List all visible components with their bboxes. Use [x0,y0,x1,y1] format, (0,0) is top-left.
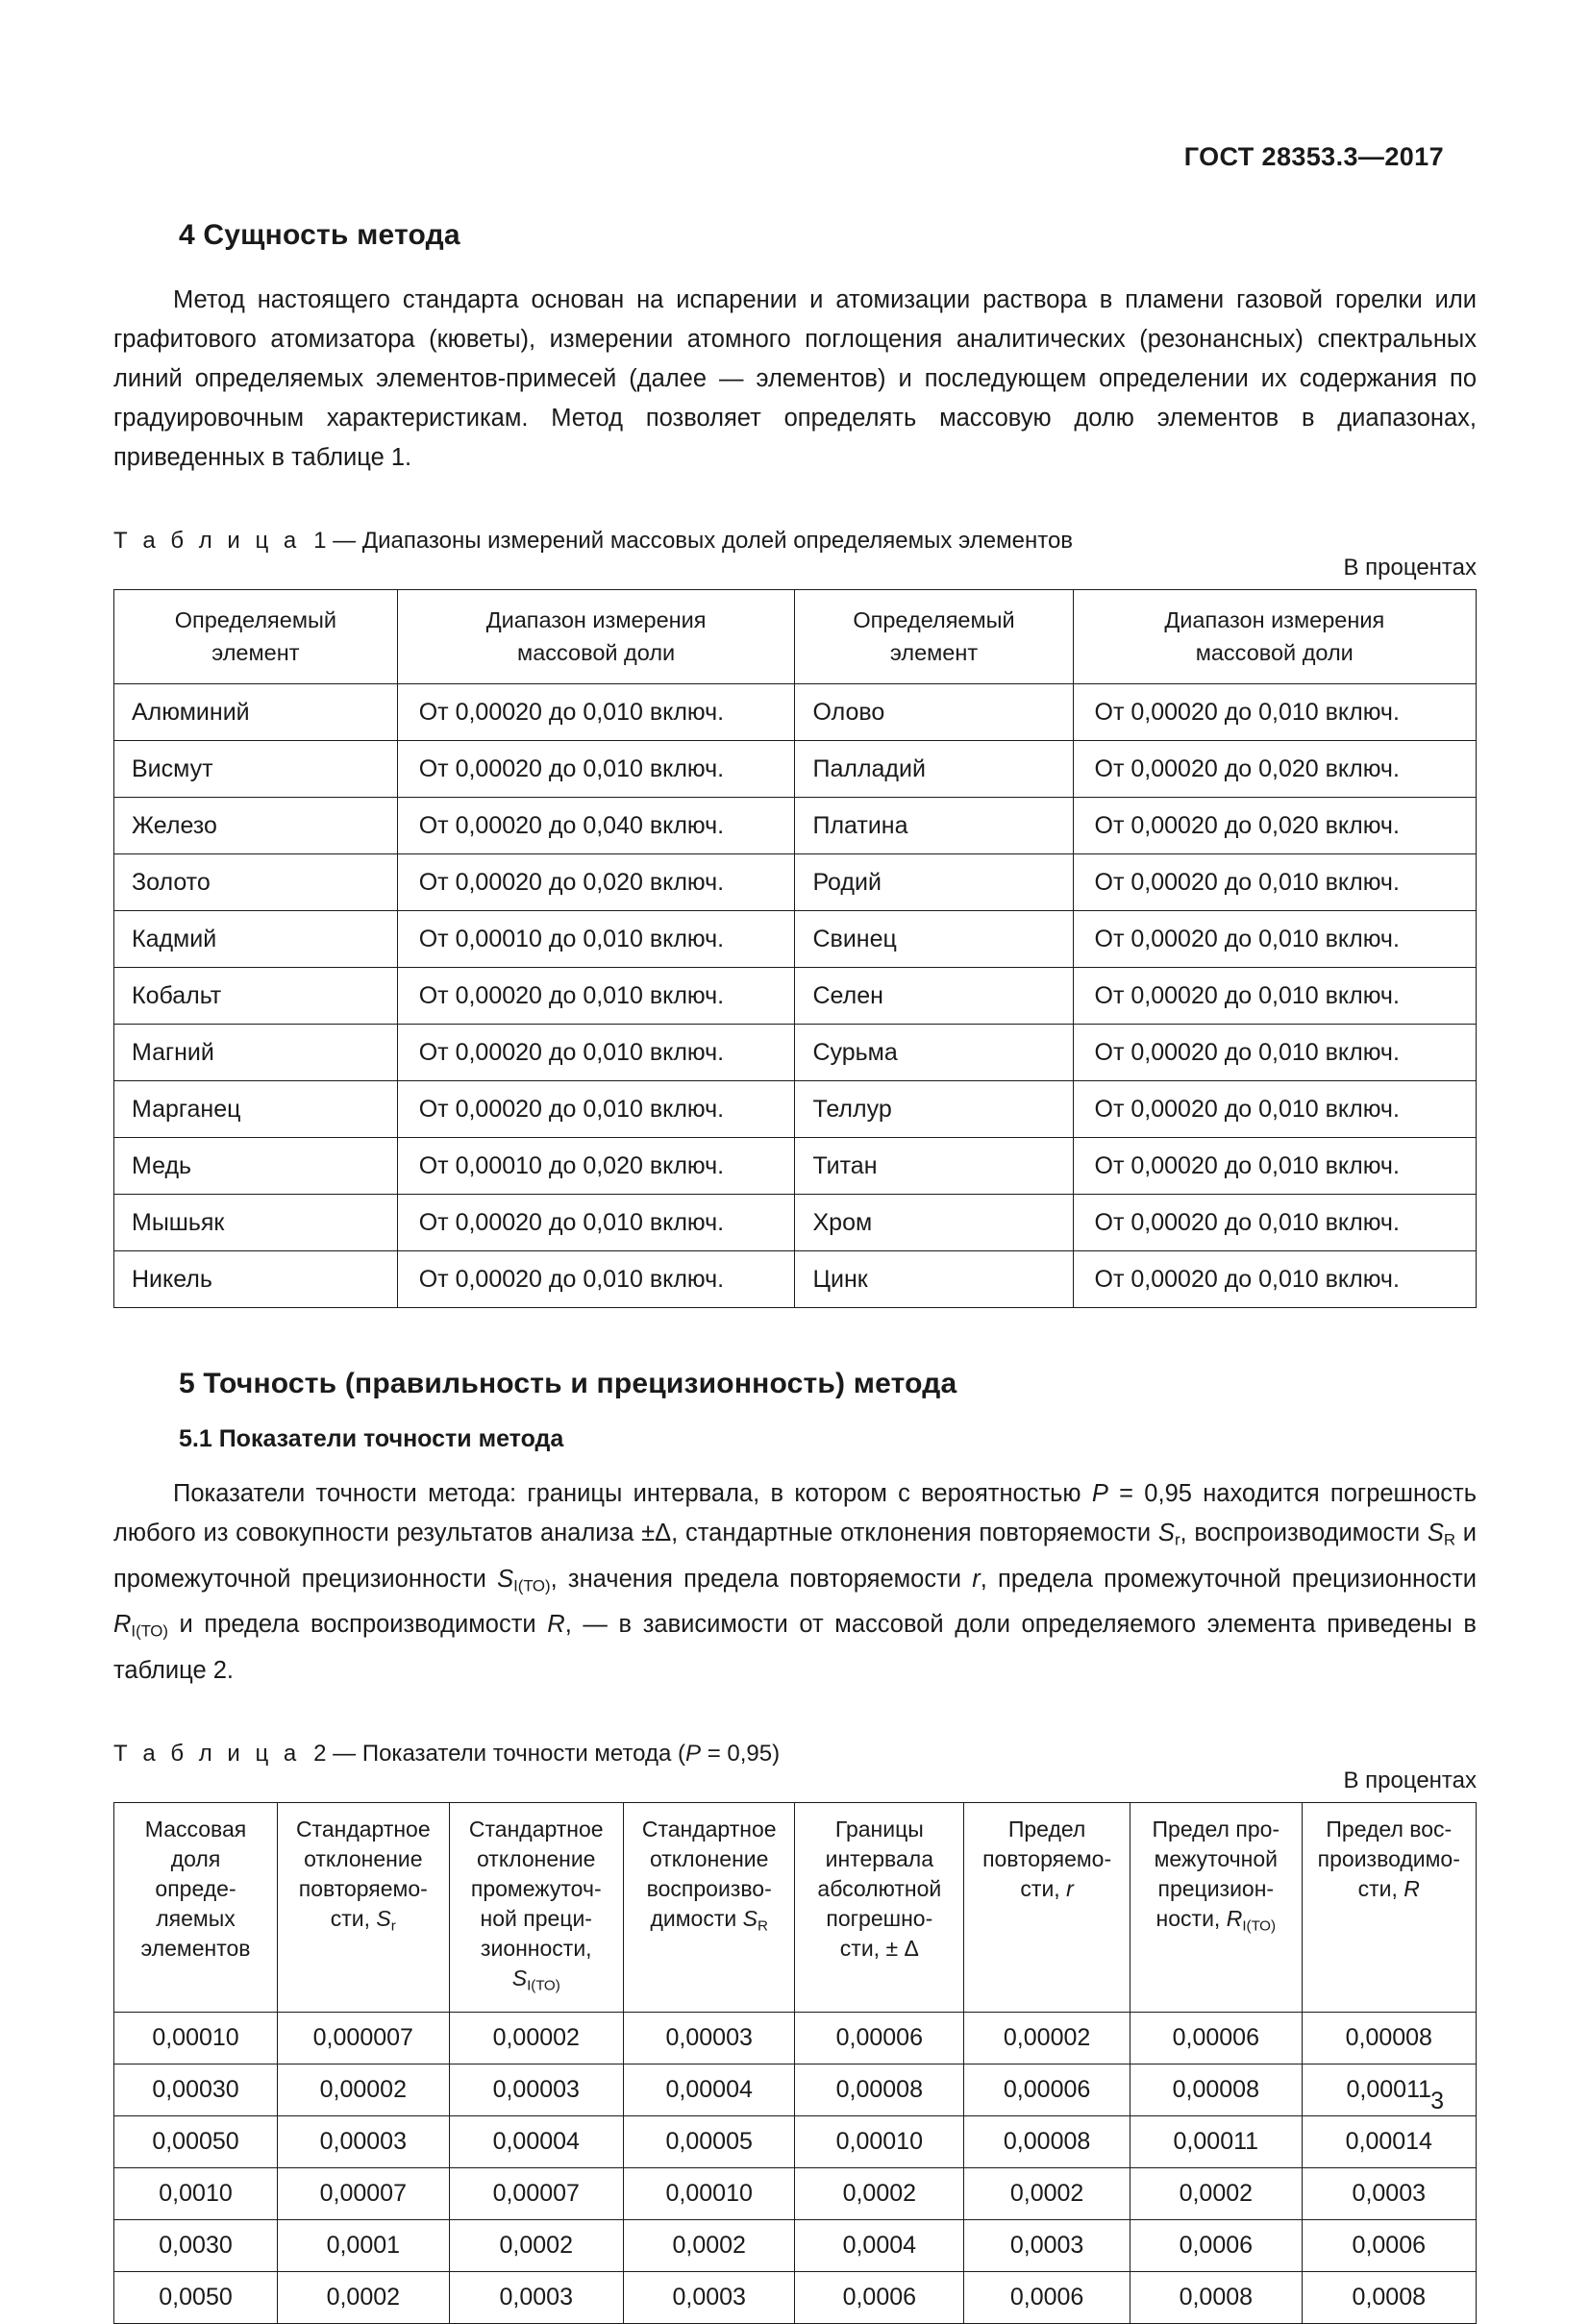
header-line-1: Определяемый [174,607,337,632]
cell-range-right: От 0,00020 до 0,010 включ. [1073,1081,1476,1138]
table-row [114,854,1477,911]
cell: 0,0006 [964,2272,1130,2324]
table-2-col-header-intermediate-precision-limit [1130,1803,1303,2013]
cell: 0,0002 [964,2168,1130,2220]
header-symbol: S [511,1966,528,1991]
table-1-body [114,684,1477,1308]
cell: 0,00003 [449,2064,623,2116]
page-header-standard-number: ГОСТ 28353.3—2017 [1183,142,1444,171]
table-2-col-header-sd-repeatability [278,1803,450,2013]
header-line: димости [650,1906,743,1932]
header-symbol-subscript: I(ТО) [527,1977,560,1994]
cell: 0,0003 [623,2272,795,2324]
cell-range-left: От 0,00020 до 0,010 включ. [397,684,795,741]
header-line: Границы [834,1817,924,1842]
cell: 0,00010 [795,2116,964,2168]
cell-range-left: От 0,00010 до 0,010 включ. [397,911,795,968]
table-1-caption [113,528,1477,555]
cell-range-left: От 0,00020 до 0,010 включ. [397,1081,795,1138]
table-1-measurement-ranges [113,589,1477,1308]
table-2-caption-dash: — [333,1741,357,1768]
table-2-col-header-absolute-error-limits [795,1803,964,2013]
cell-range-right: От 0,00020 до 0,010 включ. [1073,854,1476,911]
table-row [114,1081,1477,1138]
cell: 0,0003 [1302,2168,1476,2220]
header-line: производимо- [1317,1846,1460,1872]
header-line: Массовая [144,1817,247,1842]
table-1-header-row [114,590,1477,684]
cell: 0,00008 [964,2116,1130,2168]
cell: 0,00050 [114,2116,278,2168]
cell-element-right: Олово [795,684,1073,741]
symbol-bigR: R [547,1611,565,1639]
cell-element-right: Сурьма [795,1025,1073,1081]
header-symbol: S [376,1906,391,1932]
table-row [114,2272,1477,2324]
cell: 0,00003 [623,2013,795,2064]
table-1-caption-text: Диапазоны измерений массовых долей определяемых элементов [361,528,1074,554]
cell: 0,0050 [114,2272,278,2324]
header-line: погрешно- [826,1906,933,1932]
header-line: абсолютной [817,1876,942,1902]
section-4-heading: 4 Сущность метода [179,219,460,251]
header-line: отклонение [304,1846,423,1872]
cell: 0,0008 [1302,2272,1476,2324]
table-1-col-header-range-left [397,590,795,684]
symbol-probability: P [1091,1480,1108,1507]
header-symbol-subscript: R [757,1917,768,1935]
cell-range-right: От 0,00020 до 0,020 включ. [1073,741,1476,798]
cell: 0,0006 [1130,2220,1303,2272]
cell: 0,00008 [1302,2013,1476,2064]
page-content [113,219,1477,2324]
cell: 0,0010 [114,2168,278,2220]
table-2-col-header-repeatability-limit [964,1803,1130,2013]
cell: 0,00003 [278,2116,450,2168]
header-line: отклонение [477,1846,596,1872]
cell-element-left: Медь [114,1138,398,1195]
cell: 0,0002 [795,2168,964,2220]
symbol-s-ito: S [497,1565,514,1593]
header-symbol: R [1404,1876,1420,1902]
cell-range-left: От 0,00020 до 0,010 включ. [397,1025,795,1081]
header-symbol-subscript: I(ТО) [1242,1917,1277,1935]
cell: 0,0001 [278,2220,450,2272]
header-line-2: элемент [889,640,979,665]
cell-element-left: Магний [114,1025,398,1081]
cell-range-right: От 0,00020 до 0,010 включ. [1073,1195,1476,1251]
cell: 0,00014 [1302,2116,1476,2168]
header-line: Стандартное [641,1817,777,1842]
table-2-caption-probability-symbol: P [685,1741,702,1768]
cell: 0,00006 [1130,2013,1303,2064]
table-row [114,968,1477,1025]
cell: 0,00010 [114,2013,278,2064]
header-line: Предел про- [1152,1817,1280,1842]
header-line: прецизион- [1157,1876,1275,1902]
table-row [114,1195,1477,1251]
cell-range-right: От 0,00020 до 0,010 включ. [1073,1251,1476,1308]
section-5-heading: 5 Точность (правильность и прецизионность) метода [179,1368,957,1399]
table-row [114,798,1477,854]
cell-range-right: От 0,00020 до 0,010 включ. [1073,968,1476,1025]
cell: 0,00007 [278,2168,450,2220]
cell: 0,0006 [1302,2220,1476,2272]
cell-element-left: Кадмий [114,911,398,968]
header-line: Предел вос- [1326,1817,1453,1842]
table-1-units-note: В процентах [1343,555,1477,581]
cell-element-left: Кобальт [114,968,398,1025]
table-2-col-header-sd-intermediate-precision [449,1803,623,2013]
symbol-s-r-subscript: r [1174,1530,1180,1549]
para-fragment: и предела воспроизводимости [167,1611,548,1639]
cell-element-left: Золото [114,854,398,911]
header-line-1: Диапазон измерения [485,607,707,632]
section-5-1-paragraph [113,1474,1477,1691]
table-row [114,2220,1477,2272]
cell: 0,0030 [114,2220,278,2272]
cell: 0,00004 [623,2064,795,2116]
table-1-col-header-range-right [1073,590,1476,684]
table-row [114,741,1477,798]
cell-range-left: От 0,00010 до 0,020 включ. [397,1138,795,1195]
cell-element-right: Цинк [795,1251,1073,1308]
cell: 0,00006 [964,2064,1130,2116]
cell: 0,0002 [1130,2168,1303,2220]
table-2-caption-label: Т а б л и ц а [113,1741,301,1768]
cell-range-right: От 0,00020 до 0,020 включ. [1073,798,1476,854]
header-line-1: Определяемый [853,607,1015,632]
header-line: Стандартное [468,1817,604,1842]
header-line: отклонение [649,1846,769,1872]
table-2-body [114,2013,1477,2324]
section-5-1-heading: 5.1 Показатели точности метода [179,1425,564,1452]
table-1-col-header-element-right [795,590,1073,684]
header-symbol: r [1066,1876,1074,1902]
cell: 0,00011 [1130,2116,1303,2168]
table-1-caption-dash: — [333,528,357,554]
table-1-caption-number: 1 [313,528,327,554]
cell-range-right: От 0,00020 до 0,010 включ. [1073,1025,1476,1081]
cell: 0,0002 [278,2272,450,2324]
cell-element-right: Палладий [795,741,1073,798]
cell-element-right: Хром [795,1195,1073,1251]
header-line: сти, [1020,1876,1067,1902]
page-number: 3 [1430,2088,1444,2114]
cell: 0,0002 [449,2220,623,2272]
header-symbol: S [742,1906,758,1932]
table-row [114,2013,1477,2064]
para-fragment: , значения предела повторяемости [550,1565,973,1593]
table-2-caption-number: 2 [313,1741,327,1768]
symbol-s-r: S [1157,1520,1175,1546]
header-line: зионности, [480,1936,592,1962]
cell-element-right: Родий [795,854,1073,911]
cell: 0,00030 [114,2064,278,2116]
header-line: сти, ± Δ [839,1936,919,1962]
cell-element-right: Селен [795,968,1073,1025]
section-4-paragraph: Метод настоящего стандарта основан на испарении и атомизации раствора в пламени газовой горелки или графитового атомизатора (кюветы), измерении атомного поглощения аналитических (резонансных) спектральных линий определяемых элементов-примесей (далее — элементов) и последующем определении их содержания по градуировочным характеристикам. Метод позволяет определять массовую долю элементов в диапазонах, приведенных в таблице 1. [113,286,1477,471]
header-line: ляемых [156,1906,236,1932]
cell-range-left: От 0,00020 до 0,010 включ. [397,968,795,1025]
cell-element-right: Теллур [795,1081,1073,1138]
cell-range-left: От 0,00020 до 0,010 включ. [397,741,795,798]
cell-range-left: От 0,00020 до 0,010 включ. [397,1195,795,1251]
cell: 0,0003 [964,2220,1130,2272]
table-1-caption-label: Т а б л и ц а [113,528,301,554]
cell: 0,00006 [795,2013,964,2064]
table-row [114,911,1477,968]
table-2-accuracy-indicators [113,1802,1477,2324]
cell: 0,00011 [1302,2064,1476,2116]
cell: 0,0004 [795,2220,964,2272]
header-line-2: массовой доли [1195,640,1354,665]
header-line: ности, [1155,1906,1227,1932]
cell: 0,00004 [449,2116,623,2168]
cell: 0,0006 [795,2272,964,2324]
para-fragment: , — в зависимости от массовой доли определяемого элемента приведены в таблице 2. [113,1611,1477,1685]
table-row [114,1138,1477,1195]
table-2-caption [113,1741,1477,1768]
cell-range-right: От 0,00020 до 0,010 включ. [1073,911,1476,968]
cell-element-left: Никель [114,1251,398,1308]
header-line: опреде- [155,1876,236,1902]
para-fragment: , воспроизводимости [1180,1520,1428,1546]
cell-range-right: От 0,00020 до 0,010 включ. [1073,684,1476,741]
table-2-caption-text-a: Показатели точности метода ( [361,1741,686,1768]
cell: 0,00002 [964,2013,1130,2064]
cell-element-right: Свинец [795,911,1073,968]
para-fragment: = 0,95 находится погрешность любого из совокупности результатов анализа ±Δ, стандартные отклонения повторяемости [113,1480,1477,1546]
cell: 0,000007 [278,2013,450,2064]
cell: 0,00005 [623,2116,795,2168]
header-line-2: массовой доли [517,640,676,665]
para-fragment: и промежуточной прецизионности [113,1520,1477,1593]
header-line: элементов [140,1936,251,1962]
header-line: Стандартное [295,1817,431,1842]
cell-element-left: Мышьяк [114,1195,398,1251]
symbol-bigR-ito-subscript: I(ТО) [131,1622,168,1642]
cell-element-left: Марганец [114,1081,398,1138]
symbol-s-bigR-subscript: R [1443,1530,1455,1549]
cell: 0,00008 [1130,2064,1303,2116]
cell-element-left: Висмут [114,741,398,798]
header-symbol-subscript: r [390,1917,396,1935]
symbol-s-ito-subscript: I(ТО) [513,1576,551,1595]
header-line: ной преци- [480,1906,592,1932]
header-line: воспроизво- [646,1876,772,1902]
cell-element-right: Титан [795,1138,1073,1195]
cell-element-left: Алюминий [114,684,398,741]
header-line-1: Диапазон измерения [1164,607,1385,632]
cell: 0,00007 [449,2168,623,2220]
header-line: промежуточ- [470,1876,602,1902]
cell-range-left: От 0,00020 до 0,010 включ. [397,1251,795,1308]
cell-range-right: От 0,00020 до 0,010 включ. [1073,1138,1476,1195]
table-row [114,1025,1477,1081]
table-1-col-header-element-left [114,590,398,684]
table-2-col-header-mass-fraction [114,1803,278,2013]
table-2-col-header-reproducibility-limit [1302,1803,1476,2013]
header-line: сти, [330,1906,377,1932]
cell: 0,00002 [278,2064,450,2116]
header-line: повторяемо- [298,1876,428,1902]
symbol-s-bigR: S [1427,1520,1444,1546]
cell-range-left: От 0,00020 до 0,020 включ. [397,854,795,911]
header-line: Предел [1007,1817,1086,1842]
header-line-2: элемент [211,640,300,665]
table-2-caption-text-b: = 0,95) [701,1741,781,1768]
header-line: доля [170,1846,221,1872]
cell: 0,00002 [449,2013,623,2064]
cell: 0,0008 [1130,2272,1303,2324]
table-2-units-note: В процентах [1343,1768,1477,1794]
table-2-header-row [114,1803,1477,2013]
symbol-bigR-ito: R [113,1611,132,1639]
header-line: повторяемо- [982,1846,1112,1872]
table-row [114,2116,1477,2168]
table-row [114,1251,1477,1308]
table-row [114,2168,1477,2220]
cell: 0,00010 [623,2168,795,2220]
table-row [114,2064,1477,2116]
cell: 0,0002 [623,2220,795,2272]
header-line: сти, [1357,1876,1404,1902]
table-2-col-header-sd-reproducibility [623,1803,795,2013]
para-fragment: , предела промежуточной прецизионности [980,1565,1477,1593]
para-fragment: Показатели точности метода: границы интервала, в котором с вероятностью [173,1480,1092,1507]
table-row [114,684,1477,741]
cell-range-left: От 0,00020 до 0,040 включ. [397,798,795,854]
cell-element-right: Платина [795,798,1073,854]
header-line: межуточной [1154,1846,1278,1872]
header-line: интервала [825,1846,933,1872]
cell: 0,00008 [795,2064,964,2116]
cell: 0,0003 [449,2272,623,2324]
symbol-r: r [972,1565,981,1593]
cell-element-left: Железо [114,798,398,854]
header-symbol: R [1226,1906,1243,1932]
